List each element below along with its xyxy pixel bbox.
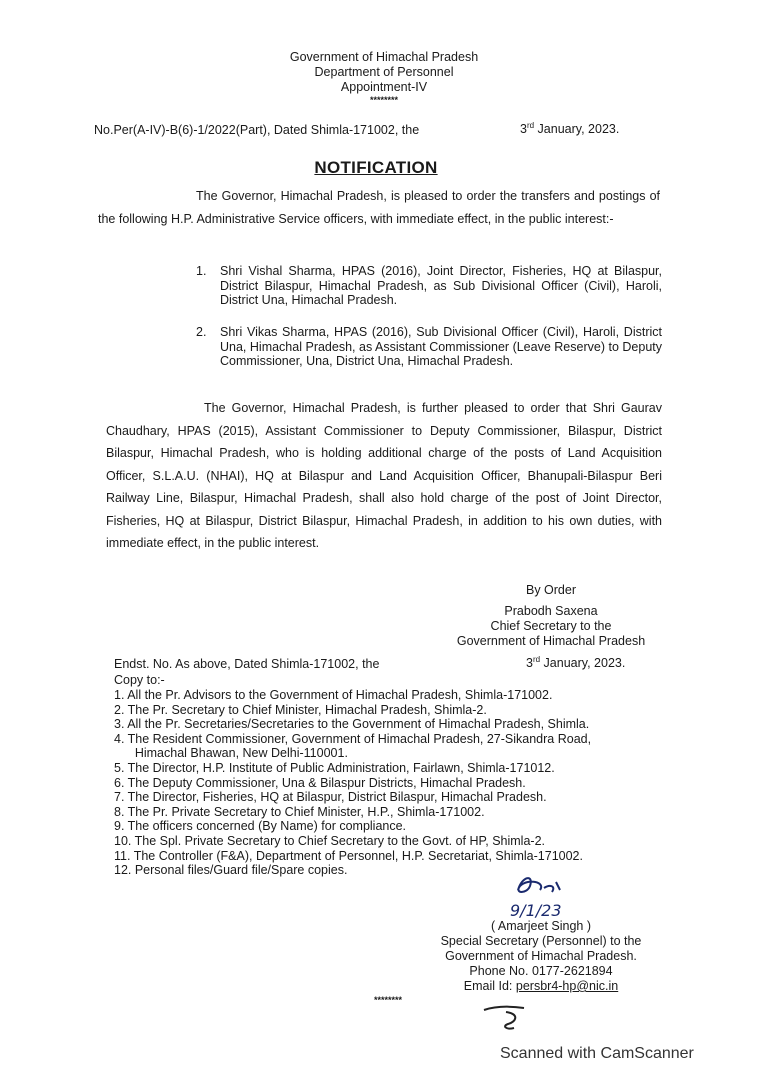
signatory-designation: Chief Secretary to the [490, 619, 612, 633]
header-government: Government of Himachal Pradesh [289, 50, 479, 64]
signer-phone: Phone No. 0177-2621894 [469, 964, 613, 978]
endorsement-number: Endst. No. As above, Dated Shimla-171002, the [114, 657, 380, 671]
copy-item: Himachal Bhawan, New Delhi-110001. [114, 746, 348, 761]
camscanner-watermark: Scanned with CamScanner [500, 1045, 694, 1062]
copy-item: 11. The Controller (F&A), Department of Personnel, H.P. Secretariat, Shimla-171002. [114, 848, 583, 863]
copy-item: 5. The Director, H.P. Institute of Public Administration, Fairlawn, Shimla-171012. [114, 760, 555, 775]
header-stars: ******** [369, 95, 399, 105]
handwritten-date: 9/1/23 [510, 901, 562, 920]
initials-mark [480, 1002, 540, 1034]
signer-government: Government of Himachal Pradesh. [445, 949, 637, 963]
header-department: Department of Personnel [314, 65, 454, 79]
copy-list [114, 688, 591, 878]
reference-number: No.Per(A-IV)-B(6)-1/2022(Part), Dated Shimla-171002, the [94, 123, 420, 137]
notification-document: Government of Himachal Pradesh Department of Personnel Appointment-IV ******** No.Per(A-IV)-B(6)-1/2022(Part), Dated Shimla-171002, the 3rd January, 2023. NOTIFICATION The Governor, Himachal Pradesh, is pleased to order the transfers and postings of the following H.P. Administrative Service officers, with immediate effect, in the public interest:- 1. Shri Vishal Sharma, HPAS (2016), Joint Director, Fisheries, HQ at Bilaspur, District Bilaspur, Himachal Pradesh, as Sub Divisional Officer (Civil), Haroli, District Una, Himachal Pradesh. 2. Shri Vikas Sharma, HPAS (2016), Sub Divisional Officer (Civil), Haroli, District Una, Himachal Pradesh, as Assistant Commissioner (Leave Reserve) to Deputy Commissioner, Una, District Una, Himachal Pradesh. The Governor, Himachal Pradesh, is further pleased to order that Shri Gaurav Chaudhary, HPAS (2015), Assistant Commissioner to Deputy Commissioner, Bilaspur, District Bilaspur, Himachal Pradesh, who is holding additional charge of the posts of Land Acquisition Officer, S.L.A.U. (NHAI), HQ at Bilaspur and Land Acquisition Officer, Bhanupali-Bilaspur Beri Railway Line, Bilaspur, Himachal Pradesh, shall also hold charge of the post of Joint Director, Fisheries, HQ at Bilaspur, District Bilaspur, Himachal Pradesh, in addition to his own duties, with immediate effect, in the public interest. By Order Prabodh Saxena Chief Secretary to the Government of Himachal Pradesh Endst. No. As above, Dated Shimla-171002, the 3rd January, 2023. Copy to:- 1. All the Pr. Advisors to the Government of Himachal Pradesh, Shimla-171002. 2. The Pr. Secretary to Chief Minister, Himachal Pradesh, Shimla-2. 3. All the Pr. Secretaries/Secretaries to the Government of Himachal Pradesh, Shimla. 4. The Resident Commissioner, Government of Himachal Pradesh, 27-Sikandra Road, Himachal Bhawan, New Delhi-110001. 5. The Director, H.P. Institute of Public Administration, Fairlawn, Shimla-171012. 6. The Deputy Commissioner, Una & Bilaspur Districts, Himachal Pradesh. 7. The Director, Fisheries, HQ at Bilaspur, District Bilaspur, Himachal Pradesh. 8. The Pr. Private Secretary to Chief Minister, H.P., Shimla-171002. 9. The officers concerned (By Name) for compliance. 10. The Spl. Private Secretary to Chief Secretary to the Govt. of HP, Shimla-2. 11. The Controller (F&A), Department of Personnel, H.P. Secretariat, Shimla-171002. 12. Personal files/Guard file/Spare copies. 9/1/23 ( Amarjeet Singh ) Special Secretary (Personnel) to the Government of Himachal Pradesh. Phone No. 0177-2621894 Email Id: persbr4-hp@nic.in ******** Scanned with CamScanner [0, 0, 768, 1068]
copy-item: 7. The Director, Fisheries, HQ at Bilaspur, District Bilaspur, Himachal Pradesh. [114, 790, 547, 805]
handwritten-signature [500, 868, 580, 920]
copy-item: 12. Personal files/Guard file/Spare copies. [114, 863, 348, 878]
further-paragraph: The Governor, Himachal Pradesh, is further pleased to order that Shri Gaurav Chaudhary, HPAS (2015), Assistant Commissioner to Deputy Commissioner, Bilaspur, District Bilaspur, Himachal Pradesh, who is holding additional charge of the posts of Land Acquisition Officer, S.L.A.U. (NHAI), HQ at Bilaspur and Land Acquisition Officer, Bhanupali-Bilaspur Beri Railway Line, Bilaspur, Himachal Pradesh, shall also hold charge of the post of Joint Director, Fisheries, HQ at Bilaspur, District Bilaspur, Himachal Pradesh, in addition to his own duties, with immediate effect, in the public interest. [106, 401, 662, 550]
signatory-government: Government of Himachal Pradesh [456, 634, 646, 648]
copy-item: 1. All the Pr. Advisors to the Government of Himachal Pradesh, Shimla-171002. [114, 688, 553, 702]
header-block [0, 50, 768, 105]
header-branch: Appointment-IV [340, 80, 428, 94]
by-order: By Order [525, 583, 576, 597]
copy-item: 8. The Pr. Private Secretary to Chief Minister, H.P., Shimla-171002. [114, 804, 485, 819]
signatory-name: Prabodh Saxena [504, 604, 598, 618]
signature-block [416, 919, 666, 994]
document-title: NOTIFICATION [314, 158, 438, 177]
footer-stars: ******** [374, 995, 403, 1005]
copy-item: 10. The Spl. Private Secretary to Chief Secretary to the Govt. of HP, Shimla-2. [114, 833, 545, 848]
signer-designation: Special Secretary (Personnel) to the [440, 934, 642, 948]
copy-item: 9. The officers concerned (By Name) for compliance. [114, 819, 407, 834]
endorsement-date: 3rd January, 2023. [526, 655, 626, 671]
signer-name: ( Amarjeet Singh ) [490, 919, 592, 933]
copy-item: 6. The Deputy Commissioner, Una & Bilaspur Districts, Himachal Pradesh. [114, 775, 526, 790]
copy-to-label: Copy to:- [114, 673, 165, 687]
copy-item: 2. The Pr. Secretary to Chief Minister, Himachal Pradesh, Shimla-2. [114, 702, 487, 717]
signer-email: Email Id: persbr4-hp@nic.in [463, 979, 619, 993]
copy-item: 3. All the Pr. Secretaries/Secretaries to the Government of Himachal Pradesh, Shimla. [114, 717, 590, 732]
order-block [446, 583, 656, 649]
reference-date: 3rd January, 2023. [520, 121, 620, 137]
intro-paragraph: The Governor, Himachal Pradesh, is pleased to order the transfers and postings of the following H.P. Administrative Service officers, with immediate effect, in the public interest:- [98, 189, 660, 226]
copy-item: 4. The Resident Commissioner, Government of Himachal Pradesh, 27-Sikandra Road, [114, 731, 592, 746]
